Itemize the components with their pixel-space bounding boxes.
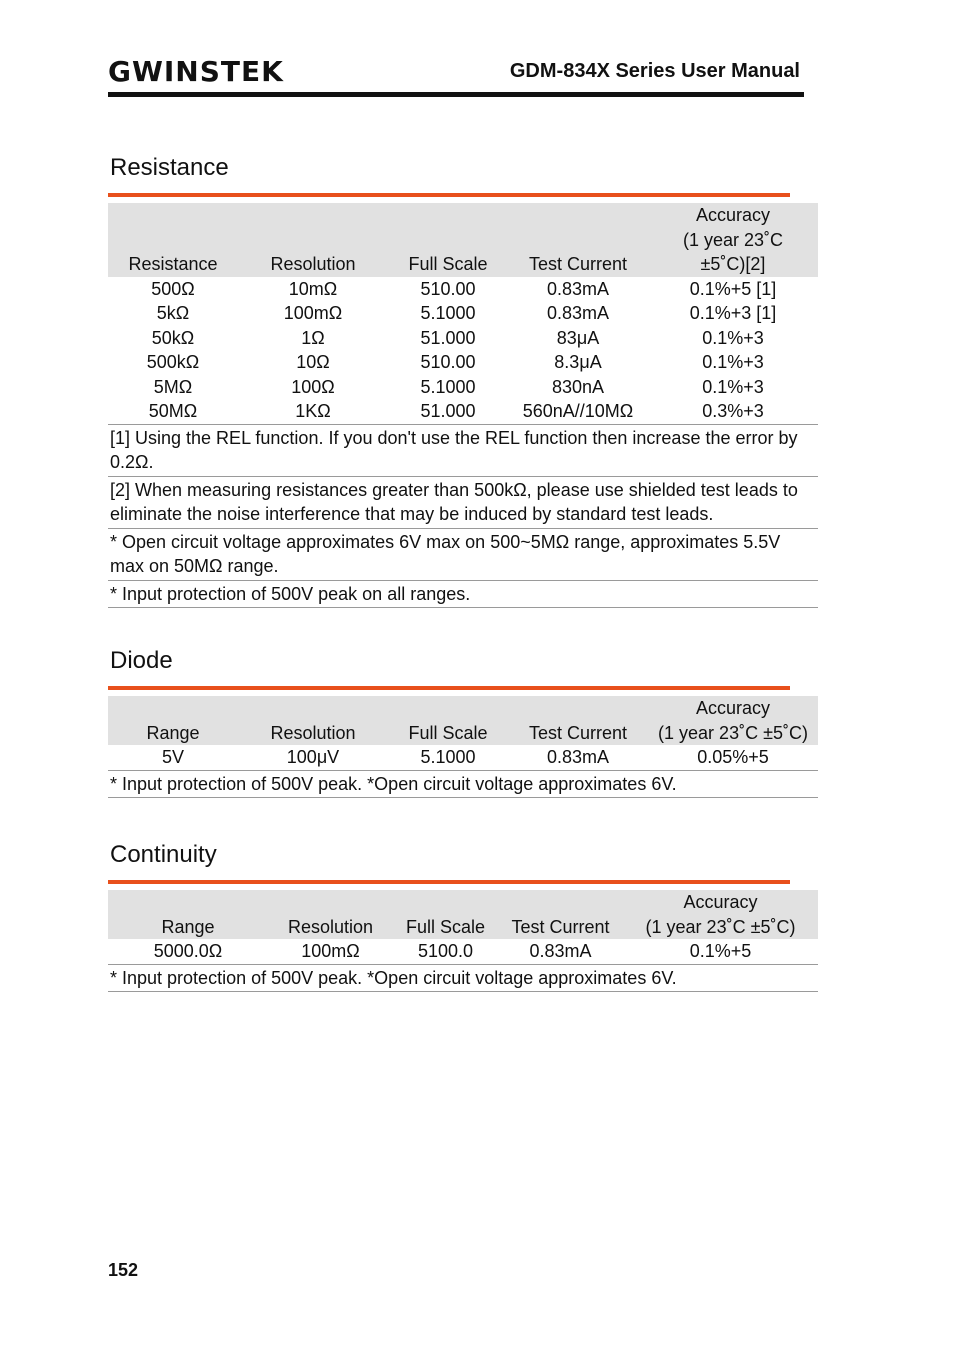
table-cell: 560nA//10MΩ bbox=[522, 401, 634, 421]
column-header: Full Scale bbox=[393, 890, 498, 939]
table-cell: 0.83mA bbox=[546, 747, 610, 767]
column-header: Full Scale bbox=[388, 203, 508, 277]
note-row bbox=[108, 528, 818, 580]
note-row bbox=[108, 770, 818, 798]
table-row bbox=[108, 399, 818, 424]
column-header: Resolution bbox=[238, 203, 388, 277]
table-cell: 100Ω bbox=[291, 376, 335, 397]
table-row bbox=[108, 277, 818, 302]
table-cell: 500Ω bbox=[151, 278, 195, 299]
footnote: * Input protection of 500V peak. *Open circuit voltage approximates 6V. bbox=[108, 770, 818, 798]
table-cell: 0.1%+3 bbox=[702, 352, 764, 372]
column-header: Range bbox=[108, 890, 268, 939]
resistance-table bbox=[108, 203, 818, 608]
gwinstek-logo: GWINSTEK bbox=[108, 55, 284, 88]
footnote: * Open circuit voltage approximates 6V max on 500~5MΩ range, approximates 5.5V max on 50MΩ range. bbox=[108, 528, 818, 580]
note-row bbox=[108, 580, 818, 608]
table-cell: 510.00 bbox=[420, 278, 476, 299]
table-cell: 0.83mA bbox=[546, 303, 610, 323]
table-row bbox=[108, 350, 818, 375]
table-cell: 0.05%+5 bbox=[697, 747, 769, 767]
continuity-title: Continuity bbox=[110, 841, 217, 868]
table-cell: 0.83mA bbox=[529, 941, 592, 961]
column-header: Range bbox=[108, 696, 238, 745]
continuity-table bbox=[108, 890, 818, 992]
table-cell: 5.1000 bbox=[420, 303, 476, 323]
table-cell: 5MΩ bbox=[153, 376, 193, 397]
header-rule bbox=[108, 92, 804, 97]
table-cell: 51.000 bbox=[420, 401, 476, 421]
manual-title: GDM-834X Series User Manual bbox=[509, 60, 800, 82]
table-cell: 83μA bbox=[556, 327, 600, 348]
column-header: Resistance bbox=[108, 203, 238, 277]
table-cell: 8.3μA bbox=[554, 352, 602, 372]
page-number: 152 bbox=[108, 1260, 139, 1280]
note-row bbox=[108, 964, 818, 992]
table-cell: 1Ω bbox=[301, 327, 325, 348]
column-header: Test Current bbox=[508, 696, 648, 745]
continuity-orange-bar bbox=[108, 880, 790, 884]
resistance-title: Resistance bbox=[110, 154, 229, 181]
column-header: Resolution bbox=[268, 890, 393, 939]
table-row bbox=[108, 301, 818, 326]
column-header: Accuracy (1 year 23˚C ±5˚C) bbox=[648, 696, 818, 745]
table-cell: 0.1%+5 bbox=[689, 941, 752, 961]
table-cell: 50kΩ bbox=[151, 327, 195, 348]
table-row bbox=[108, 939, 818, 964]
table-cell: 5100.0 bbox=[417, 941, 474, 961]
table-cell: 5kΩ bbox=[156, 303, 190, 323]
table-cell: 0.1%+3 bbox=[702, 376, 764, 397]
diode-orange-bar bbox=[108, 686, 790, 690]
table-cell: 10Ω bbox=[296, 352, 330, 372]
header-row bbox=[108, 203, 818, 277]
table-cell: 500kΩ bbox=[146, 352, 200, 372]
column-header: Test Current bbox=[498, 890, 623, 939]
header-row bbox=[108, 696, 818, 745]
table-cell: 0.1%+5 [1] bbox=[689, 278, 777, 299]
column-header: Accuracy (1 year 23˚C ±5˚C) bbox=[623, 890, 818, 939]
column-header: Accuracy (1 year 23˚C ±5˚C)[2] bbox=[648, 203, 818, 277]
table-cell: 0.1%+3 bbox=[702, 327, 764, 348]
footnote: * Input protection of 500V peak. *Open circuit voltage approximates 6V. bbox=[108, 964, 818, 992]
table-cell: 100mΩ bbox=[301, 941, 360, 961]
table-row bbox=[108, 326, 818, 351]
header-row bbox=[108, 890, 818, 939]
resistance-orange-bar bbox=[108, 193, 790, 197]
footnote: [2] When measuring resistances greater than 500kΩ, please use shielded test leads to eliminate the noise interference that may be induced by standard test leads. bbox=[108, 476, 818, 528]
column-header: Full Scale bbox=[388, 696, 508, 745]
diode-table bbox=[108, 696, 818, 798]
table-cell: 50MΩ bbox=[148, 401, 198, 421]
table-cell: 10mΩ bbox=[288, 278, 338, 299]
table-cell: 5000.0Ω bbox=[153, 941, 223, 961]
table-cell: 5V bbox=[161, 747, 185, 767]
note-row bbox=[108, 424, 818, 476]
table-cell: 830nA bbox=[551, 376, 605, 397]
table-cell: 510.00 bbox=[420, 352, 476, 372]
column-header: Test Current bbox=[508, 203, 648, 277]
table-cell: 0.1%+3 [1] bbox=[689, 303, 777, 323]
column-header: Resolution bbox=[238, 696, 388, 745]
table-cell: 100mΩ bbox=[283, 303, 343, 323]
table-cell: 51.000 bbox=[420, 327, 476, 348]
table-cell: 100μV bbox=[286, 747, 340, 767]
diode-title: Diode bbox=[110, 647, 173, 674]
table-cell: 5.1000 bbox=[420, 376, 476, 397]
table-row bbox=[108, 745, 818, 770]
table-cell: 0.3%+3 bbox=[702, 401, 764, 421]
note-row bbox=[108, 476, 818, 528]
table-cell: 5.1000 bbox=[420, 747, 476, 767]
footnote: * Input protection of 500V peak on all ranges. bbox=[108, 580, 818, 608]
table-cell: 0.83mA bbox=[546, 278, 610, 299]
table-row bbox=[108, 375, 818, 400]
page-header bbox=[108, 50, 804, 98]
footnote: [1] Using the REL function. If you don't use the REL function then increase the error by 0.2Ω. bbox=[108, 424, 818, 476]
table-cell: 1KΩ bbox=[295, 401, 331, 421]
